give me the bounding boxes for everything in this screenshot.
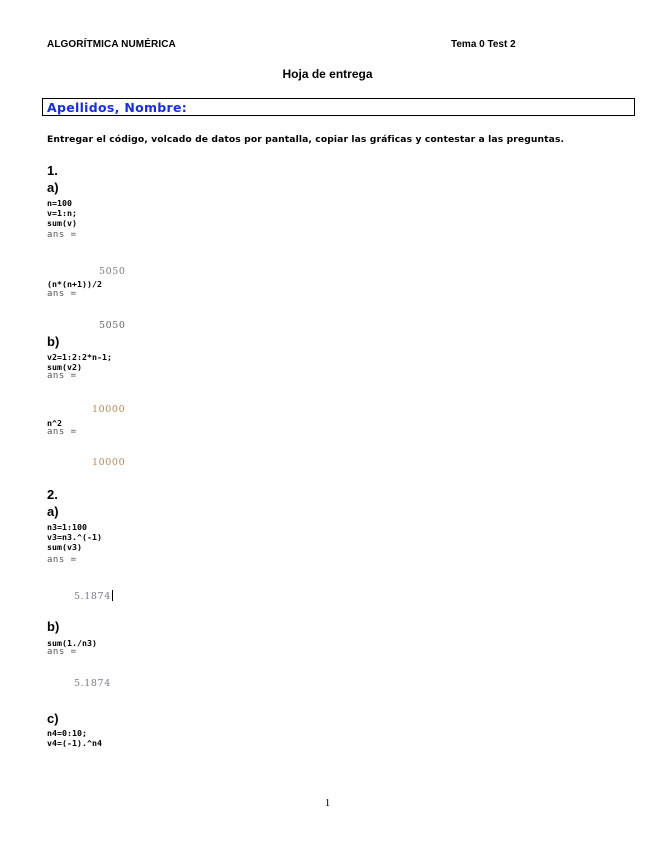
header-course: ALGORÍTMICA NUMÉRICA bbox=[47, 39, 176, 50]
code-block bbox=[47, 728, 102, 748]
instructions-text: Entregar el código, volcado de datos por pantalla, copiar las gráficas y contestar a las preguntas. bbox=[47, 134, 565, 145]
ans-label: ans = bbox=[47, 371, 77, 381]
result-value: 10000 bbox=[92, 457, 126, 468]
part-label: a) bbox=[47, 504, 59, 519]
ans-label: ans = bbox=[47, 555, 77, 565]
section-number: 2. bbox=[47, 487, 58, 502]
text-cursor bbox=[112, 590, 113, 601]
result-value: 5.1874 bbox=[74, 591, 111, 602]
code-line: sum(v3) bbox=[47, 542, 82, 552]
result-value: 5.1874 bbox=[74, 678, 111, 689]
result-value-with-cursor[interactable] bbox=[74, 590, 113, 602]
result-value: 10000 bbox=[92, 404, 126, 415]
code-line: n=100 bbox=[47, 198, 72, 208]
ans-label: ans = bbox=[47, 427, 77, 437]
header-test: Tema 0 Test 2 bbox=[451, 39, 516, 50]
code-block bbox=[47, 198, 77, 228]
code-line: (n*(n+1))/2 bbox=[47, 279, 102, 289]
result-value: 5050 bbox=[99, 266, 126, 277]
code-line: n3=1:100 bbox=[47, 522, 87, 532]
code-line: v=1:n; bbox=[47, 208, 77, 218]
result-value: 5050 bbox=[99, 320, 126, 331]
ans-label: ans = bbox=[47, 647, 77, 657]
code-block bbox=[47, 352, 112, 372]
code-block bbox=[47, 279, 102, 289]
code-line: v2=1:2:2*n-1; bbox=[47, 352, 112, 362]
part-label: c) bbox=[47, 711, 59, 726]
code-line: sum(v) bbox=[47, 218, 77, 228]
part-label: b) bbox=[47, 334, 60, 349]
ans-label: ans = bbox=[47, 289, 77, 299]
code-line: sum(1./n3) bbox=[47, 638, 97, 648]
ans-label: ans = bbox=[47, 230, 77, 240]
document-title: Hoja de entrega bbox=[282, 67, 373, 81]
code-line: v4=(-1).^n4 bbox=[47, 738, 102, 748]
code-line: n4=0:10; bbox=[47, 728, 87, 738]
code-line: v3=n3.^(-1) bbox=[47, 532, 102, 542]
code-line: n^2 bbox=[47, 418, 62, 428]
code-line: sum(v2) bbox=[47, 362, 82, 372]
section-number: 1. bbox=[47, 163, 58, 178]
code-block bbox=[47, 522, 102, 552]
name-field-label: Apellidos, Nombre: bbox=[47, 100, 188, 115]
page-number: 1 bbox=[324, 797, 331, 809]
name-field[interactable] bbox=[42, 98, 635, 116]
part-label: a) bbox=[47, 180, 59, 195]
part-label: b) bbox=[47, 619, 60, 634]
